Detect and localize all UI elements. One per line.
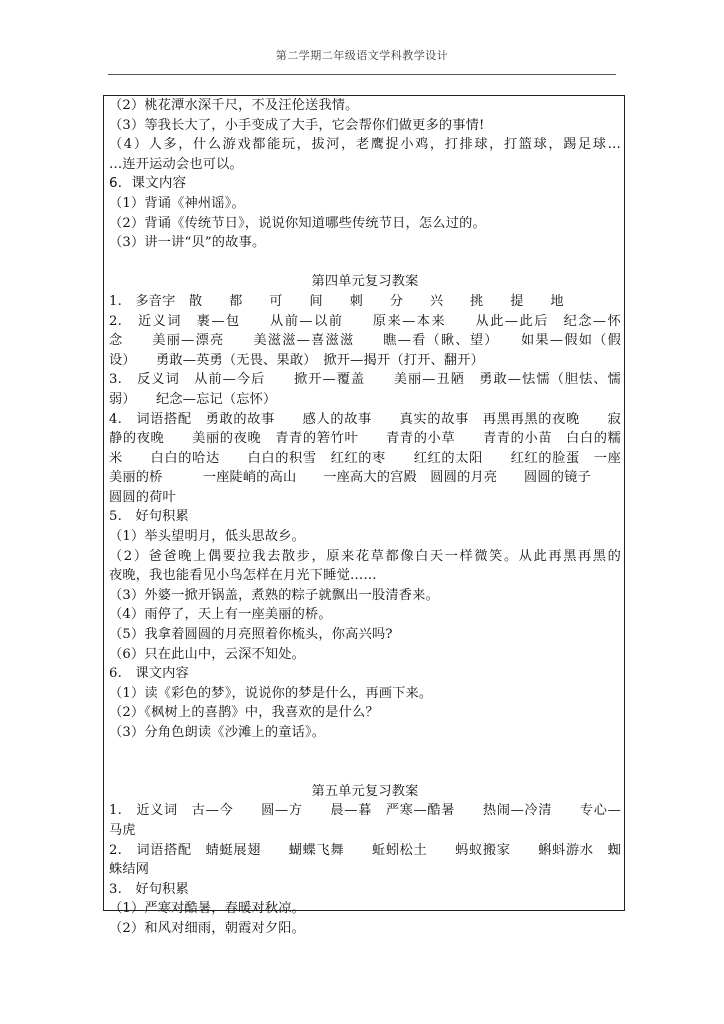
sentence-line: （4）人多，什么游戏都能玩，拔河，老鹰捉小鸡，打排球，打篮球，踢足球… xyxy=(109,137,621,153)
good-sentence: （2）爸爸晚上偶要拉我去散步，原来花草都像白天一样微笑。从此再黑再黑的 xyxy=(109,548,621,564)
good-sentences-heading: 3. 好句积累 xyxy=(109,881,189,897)
collocation-line: 4. 词语搭配 勇敢的故事 感人的故事 真实的故事 再黑再黑的夜晚 寂 xyxy=(109,411,621,427)
text-content-item: （3）讲一讲“贝”的故事。 xyxy=(109,235,266,251)
synonym-line: 1. 近义词 古—今 圆—方 晨—暮 严寒—酷暑 热闹—冷清 专心— xyxy=(109,803,621,819)
text-content-item: （1）背诵《神州谣》。 xyxy=(109,195,245,211)
good-sentence: （3）外婆一掀开锅盖，煮熟的粽子就飘出一股清香来。 xyxy=(109,587,439,603)
header-rule xyxy=(108,74,616,75)
good-sentence: （2）和风对细雨，朝霞对夕阳。 xyxy=(109,920,306,936)
synonym-line: 马虎 xyxy=(109,822,136,838)
antonym-line: 弱） 纪念—忘记（忘怀） xyxy=(109,391,277,407)
sentence-line: （3）等我长大了，小手变成了大手，它会帮你们做更多的事情! xyxy=(109,117,485,133)
good-sentence: （5）我拿着圆圆的月亮照着你梳头，你高兴吗? xyxy=(109,627,393,643)
synonym-line: 念 美丽—漂亮 美滋滋—喜滋滋 瞧—看（瞅、望） 如果—假如（假 xyxy=(109,333,621,349)
good-sentence: （4）雨停了，天上有一座美丽的桥。 xyxy=(109,607,332,623)
good-sentence: （1）严寒对酷暑，春暖对秋凉。 xyxy=(109,901,306,917)
content-cell xyxy=(109,96,621,939)
poem-line: （2）桃花潭水深千尺，不及汪伦送我情。 xyxy=(109,98,359,113)
synonym-line: 设） 勇敢—英勇（无畏、果敢） 掀开—揭开（打开、翻开） xyxy=(109,352,485,368)
good-sentence: （6）只在此山中，云深不知处。 xyxy=(109,646,306,662)
section-heading-text-content: 6．课文内容 xyxy=(109,175,187,192)
spacer xyxy=(109,762,621,782)
collocation-line: 美丽的桥 一座陡峭的高山 一座高大的宫殿 圆圆的月亮 圆圆的镜子 xyxy=(109,470,591,486)
text-content-item: （3）分角色朗读《沙滩上的童话》。 xyxy=(109,725,326,740)
synonym-line: 2. 近义词 裹—包 从前—以前 原来—本来 从此—此后 纪念—怀 xyxy=(109,313,621,329)
antonym-line: 3. 反义词 从前—今后 掀开—覆盖 美丽—丑陋 勇敢—怯懦（胆怯、懦 xyxy=(109,372,621,388)
unit5-title: 第五单元复习教案 xyxy=(311,783,419,799)
unit4-title: 第四单元复习教案 xyxy=(311,274,419,290)
good-sentences-heading: 5. 好句积累 xyxy=(109,509,189,525)
text-content-item: （1）读《彩色的梦》，说说你的梦是什么，再画下来。 xyxy=(109,685,433,701)
spacer xyxy=(109,253,621,273)
collocation-line: 圆圆的荷叶 xyxy=(109,489,176,505)
good-sentence: （1）举头望明月，低头思故乡。 xyxy=(109,529,306,545)
text-content-heading: 6. 课文内容 xyxy=(109,666,189,682)
collocation-line: 蛛结网 xyxy=(109,862,150,878)
collocation-line: 静的夜晚 美丽的夜晚 青青的箬竹叶 青青的小草 青青的小苗 白白的糯 xyxy=(109,431,621,447)
text-content-item: （2）背诵《传统节日》，说说你知道哪些传统节日，怎么过的。 xyxy=(109,215,486,231)
collocation-line: 米 白白的哈达 白白的积雪 红红的枣 红红的太阳 红红的脸蛋 一座 xyxy=(109,450,621,466)
collocation-line: 2. 词语搭配 蜻蜓展翅 蝴蝶飞舞 蚯蚓松土 蚂蚁搬家 蝌蚪游水 蜘 xyxy=(109,842,621,858)
good-sentence: 夜晚，我也能看见小鸟怎样在月光下睡觉…… xyxy=(109,568,377,584)
spacer xyxy=(109,743,621,763)
text-content-item: （2）《枫树上的喜鹊》中，我喜欢的是什么？ xyxy=(109,705,379,721)
polyphone-line: 1. 多音字 散 都 可 间 刺 分 兴 挑 提 地 xyxy=(109,293,564,309)
sentence-line-continued: …连开运动会也可以。 xyxy=(109,156,243,172)
page-header-title: 第二学期二年级语文学科教学设计 xyxy=(275,49,449,62)
